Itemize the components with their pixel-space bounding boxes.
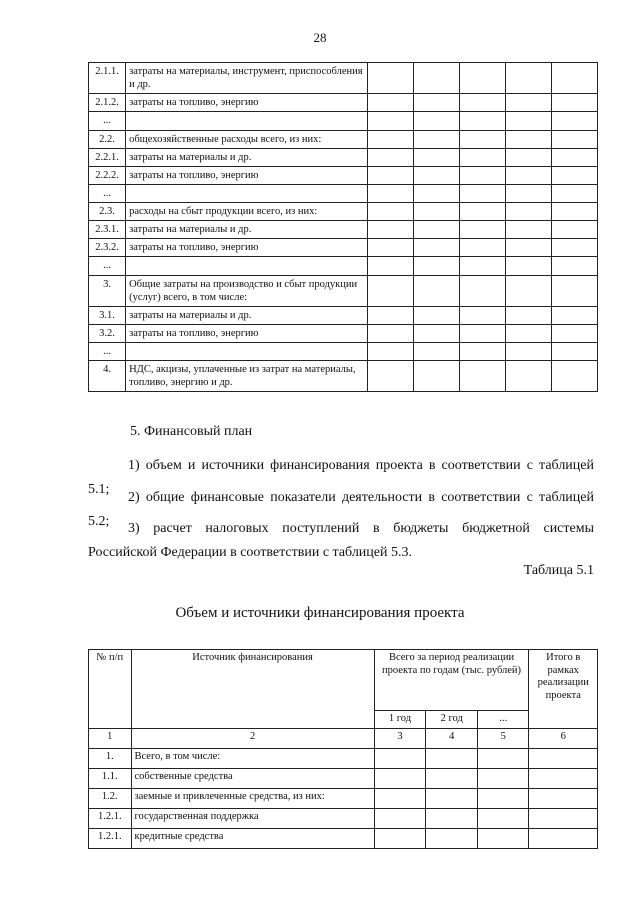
finance-value-cell: [529, 768, 598, 788]
finance-row-source: Всего, в том числе:: [131, 748, 374, 768]
paragraph-item-3-text: 3) расчет налоговых поступлений в бюджеты бюджетной системы Российской Федерации в соответствии с таблицей 5.3.: [88, 521, 594, 560]
cost-value-cell: [505, 257, 551, 275]
cost-value-cell: [367, 148, 413, 166]
cost-table: [88, 62, 598, 392]
cost-value-cell: [413, 361, 459, 392]
cost-value-cell: [505, 324, 551, 342]
cost-row-description: [126, 184, 367, 202]
finance-value-cell: [478, 828, 529, 848]
finance-value-cell: [374, 828, 426, 848]
cost-value-cell: [505, 203, 551, 221]
cost-value-cell: [551, 361, 597, 392]
cost-row: [89, 166, 598, 184]
cost-value-cell: [551, 166, 597, 184]
cost-row-description: Общие затраты на производство и сбыт продукции (услуг) всего, в том числе:: [126, 275, 367, 306]
cost-value-cell: [459, 112, 505, 130]
cost-value-cell: [413, 63, 459, 94]
header-total: Итого в рамках реализации проекта: [529, 650, 598, 729]
finance-value-cell: [426, 748, 478, 768]
page-number: 28: [313, 30, 327, 45]
cost-value-cell: [459, 306, 505, 324]
col-number-6: 6: [529, 728, 598, 748]
cost-value-cell: [413, 324, 459, 342]
cost-row: [89, 148, 598, 166]
finance-value-cell: [529, 828, 598, 848]
cost-value-cell: [413, 148, 459, 166]
cost-row-description: затраты на топливо, энергию: [126, 239, 367, 257]
finance-value-cell: [478, 808, 529, 828]
cost-value-cell: [413, 166, 459, 184]
cost-row-number: 2.3.1.: [89, 221, 126, 239]
finance-value-cell: [478, 788, 529, 808]
finance-row-source: государственная поддержка: [131, 808, 374, 828]
cost-value-cell: [459, 166, 505, 184]
cost-row: [89, 275, 598, 306]
header-year-more: ...: [478, 711, 529, 729]
finance-value-cell: [529, 808, 598, 828]
finance-row-source: собственные средства: [131, 768, 374, 788]
cost-row-description: расходы на сбыт продукции всего, из них:: [126, 203, 367, 221]
cost-row-description: затраты на топливо, энергию: [126, 94, 367, 112]
cost-value-cell: [367, 257, 413, 275]
cost-row-number: ...: [89, 343, 126, 361]
cost-value-cell: [413, 130, 459, 148]
cost-row-description: затраты на материалы и др.: [126, 148, 367, 166]
cost-value-cell: [551, 306, 597, 324]
cost-value-cell: [551, 94, 597, 112]
finance-row-source: заемные и привлеченные средства, из них:: [131, 788, 374, 808]
cost-value-cell: [551, 184, 597, 202]
cost-value-cell: [367, 184, 413, 202]
cost-row: [89, 184, 598, 202]
cost-row: [89, 343, 598, 361]
cost-value-cell: [459, 361, 505, 392]
cost-value-cell: [505, 63, 551, 94]
cost-row: [89, 324, 598, 342]
cost-value-cell: [505, 275, 551, 306]
cost-value-cell: [505, 221, 551, 239]
cost-value-cell: [367, 361, 413, 392]
cost-row: [89, 221, 598, 239]
cost-value-cell: [367, 343, 413, 361]
finance-value-cell: [426, 788, 478, 808]
cost-value-cell: [413, 343, 459, 361]
cost-value-cell: [459, 130, 505, 148]
cost-value-cell: [551, 324, 597, 342]
cost-value-cell: [551, 343, 597, 361]
cost-row-number: 2.2.2.: [89, 166, 126, 184]
header-year-1: 1 год: [374, 711, 426, 729]
cost-value-cell: [551, 275, 597, 306]
finance-table: [88, 649, 598, 849]
cost-row-number: 2.2.1.: [89, 148, 126, 166]
cost-value-cell: [413, 221, 459, 239]
finance-row: [89, 788, 598, 808]
cost-row-number: 2.2.: [89, 130, 126, 148]
header-period: Всего за период реализации проекта по годам (тыс. рублей): [374, 650, 529, 711]
cost-value-cell: [367, 221, 413, 239]
section-title: 5. Финансовый план: [130, 424, 253, 439]
finance-row: [89, 748, 598, 768]
cost-row: [89, 130, 598, 148]
cost-row-description: [126, 343, 367, 361]
finance-value-cell: [478, 768, 529, 788]
cost-value-cell: [413, 306, 459, 324]
cost-value-cell: [505, 343, 551, 361]
cost-value-cell: [367, 63, 413, 94]
header-source: Источник финансирования: [131, 650, 374, 729]
cost-row: [89, 361, 598, 392]
cost-value-cell: [505, 148, 551, 166]
cost-value-cell: [459, 343, 505, 361]
finance-row-number: 1.2.: [89, 788, 132, 808]
cost-value-cell: [459, 275, 505, 306]
cost-value-cell: [505, 361, 551, 392]
finance-row-number: 1.1.: [89, 768, 132, 788]
col-number-4: 4: [426, 728, 478, 748]
cost-row-number: 2.1.2.: [89, 94, 126, 112]
cost-row-description: затраты на материалы и др.: [126, 306, 367, 324]
cost-row-description: общехозяйственные расходы всего, из них:: [126, 130, 367, 148]
finance-value-cell: [478, 748, 529, 768]
cost-row-number: 3.: [89, 275, 126, 306]
cost-value-cell: [367, 112, 413, 130]
cost-value-cell: [367, 94, 413, 112]
cost-row-number: 2.3.: [89, 203, 126, 221]
cost-value-cell: [505, 184, 551, 202]
cost-row-number: ...: [89, 184, 126, 202]
cost-row-number: 3.2.: [89, 324, 126, 342]
cost-value-cell: [505, 166, 551, 184]
cost-value-cell: [505, 239, 551, 257]
cost-value-cell: [367, 324, 413, 342]
cost-row-description: затраты на материалы и др.: [126, 221, 367, 239]
finance-row-number: 1.: [89, 748, 132, 768]
cost-row: [89, 112, 598, 130]
finance-row: [89, 828, 598, 848]
table-title: Объем и источники финансирования проекта: [175, 605, 465, 621]
cost-row: [89, 306, 598, 324]
finance-row-number: 1.2.1.: [89, 808, 132, 828]
cost-row: [89, 203, 598, 221]
col-number-1: 1: [89, 728, 132, 748]
cost-value-cell: [551, 239, 597, 257]
cost-value-cell: [367, 203, 413, 221]
col-number-3: 3: [374, 728, 426, 748]
cost-row-number: ...: [89, 112, 126, 130]
cost-row: [89, 239, 598, 257]
cost-value-cell: [459, 148, 505, 166]
cost-row: [89, 257, 598, 275]
finance-row: [89, 768, 598, 788]
cost-value-cell: [413, 94, 459, 112]
finance-value-cell: [426, 828, 478, 848]
cost-row-description: НДС, акцизы, уплаченные из затрат на материалы, топливо, энергию и др.: [126, 361, 367, 392]
cost-row: [89, 63, 598, 94]
cost-value-cell: [413, 184, 459, 202]
finance-row-number: 1.2.1.: [89, 828, 132, 848]
cost-row-description: [126, 257, 367, 275]
cost-value-cell: [459, 94, 505, 112]
cost-value-cell: [551, 257, 597, 275]
cost-row: [89, 94, 598, 112]
cost-value-cell: [367, 306, 413, 324]
cost-value-cell: [367, 166, 413, 184]
cost-row-description: затраты на топливо, энергию: [126, 166, 367, 184]
finance-value-cell: [426, 808, 478, 828]
header-num: № п/п: [89, 650, 132, 729]
header-year-2: 2 год: [426, 711, 478, 729]
cost-row-number: 3.1.: [89, 306, 126, 324]
finance-value-cell: [374, 808, 426, 828]
cost-value-cell: [367, 239, 413, 257]
cost-value-cell: [413, 239, 459, 257]
cost-row-description: затраты на топливо, энергию: [126, 324, 367, 342]
cost-value-cell: [505, 94, 551, 112]
cost-value-cell: [551, 63, 597, 94]
cost-value-cell: [413, 257, 459, 275]
cost-value-cell: [367, 130, 413, 148]
cost-value-cell: [459, 221, 505, 239]
paragraph-item-3: [88, 517, 594, 565]
cost-value-cell: [459, 184, 505, 202]
finance-value-cell: [374, 768, 426, 788]
cost-value-cell: [413, 203, 459, 221]
cost-value-cell: [551, 203, 597, 221]
col-number-5: 5: [478, 728, 529, 748]
cost-value-cell: [505, 130, 551, 148]
cost-value-cell: [413, 112, 459, 130]
finance-value-cell: [374, 748, 426, 768]
finance-value-cell: [529, 788, 598, 808]
cost-value-cell: [505, 306, 551, 324]
paragraph-item-1-text: 1) объем и источники финансирования проекта в соответствии с таблицей 5.1;: [88, 458, 594, 497]
cost-value-cell: [459, 63, 505, 94]
cost-value-cell: [413, 275, 459, 306]
cost-value-cell: [459, 203, 505, 221]
finance-row: [89, 808, 598, 828]
cost-row-description: [126, 112, 367, 130]
finance-row-source: кредитные средства: [131, 828, 374, 848]
cost-value-cell: [551, 112, 597, 130]
cost-value-cell: [367, 275, 413, 306]
cost-row-number: 2.3.2.: [89, 239, 126, 257]
cost-value-cell: [505, 112, 551, 130]
paragraph-item-2-text: 2) общие финансовые показатели деятельности в соответствии с таблицей 5.2;: [88, 490, 594, 529]
finance-value-cell: [529, 748, 598, 768]
finance-value-cell: [374, 788, 426, 808]
cost-value-cell: [459, 324, 505, 342]
cost-value-cell: [551, 148, 597, 166]
finance-value-cell: [426, 768, 478, 788]
cost-row-number: 4.: [89, 361, 126, 392]
cost-value-cell: [551, 221, 597, 239]
cost-value-cell: [459, 239, 505, 257]
cost-row-description: затраты на материалы, инструмент, приспособления и др.: [126, 63, 367, 94]
cost-value-cell: [551, 130, 597, 148]
cost-value-cell: [459, 257, 505, 275]
cost-row-number: ...: [89, 257, 126, 275]
cost-row-number: 2.1.1.: [89, 63, 126, 94]
table-label: Таблица 5.1: [523, 563, 594, 578]
col-number-2: 2: [131, 728, 374, 748]
